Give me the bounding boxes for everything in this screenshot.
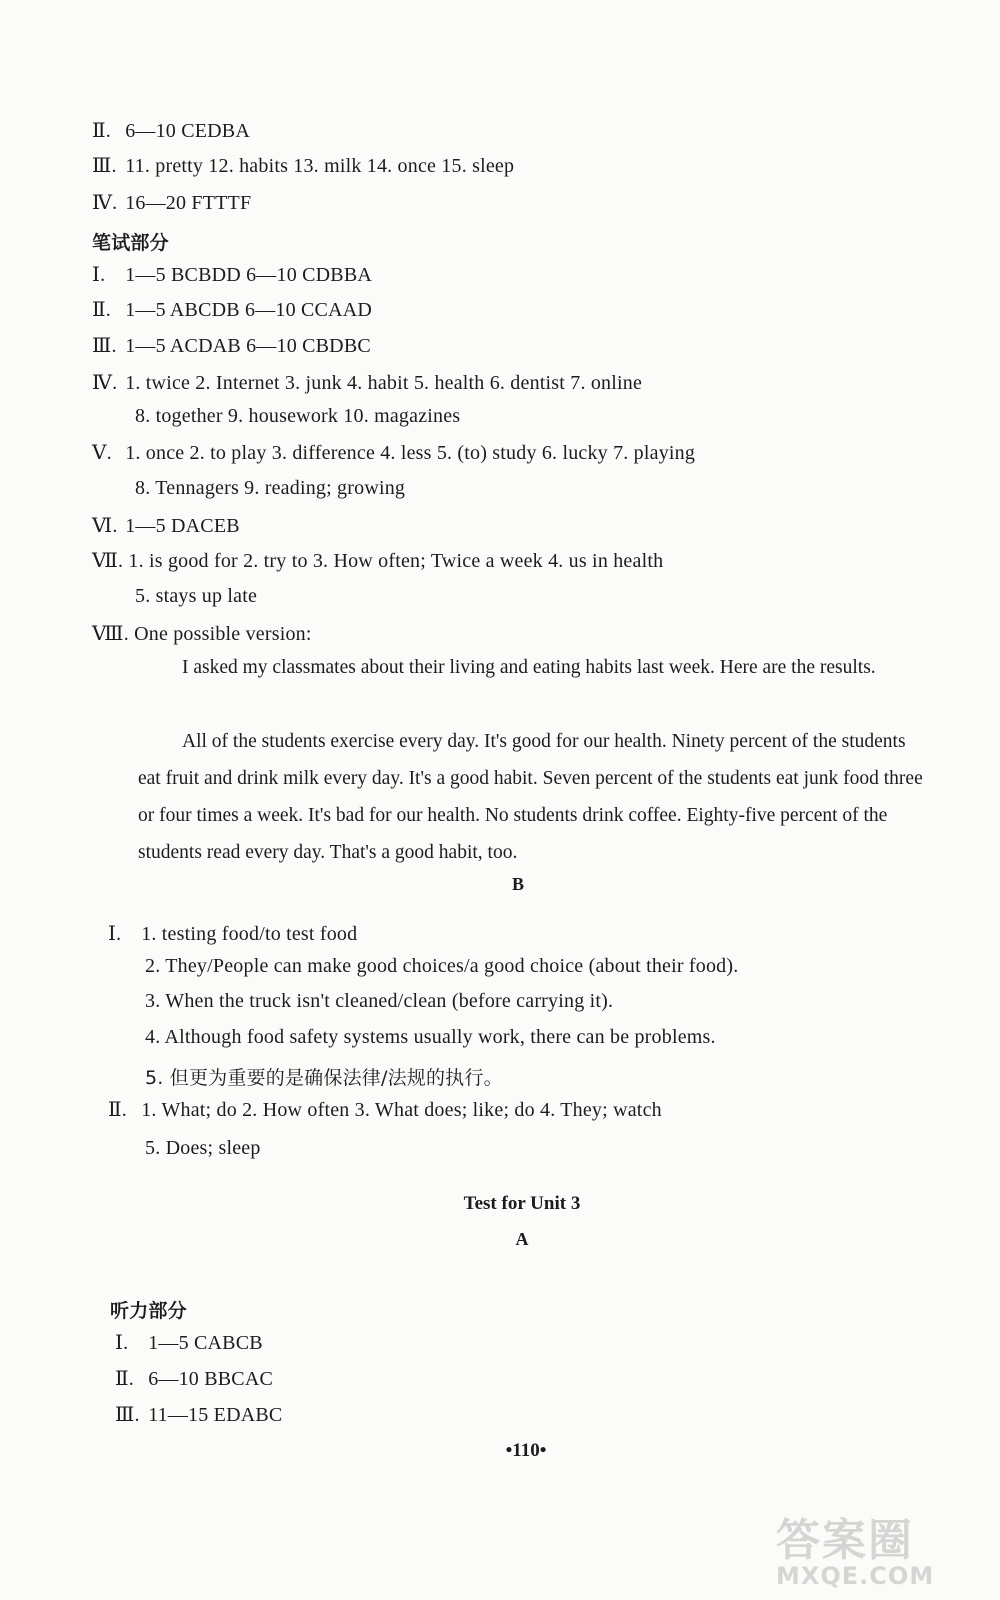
- answer-text: 1—5 ABCDB 6—10 CCAAD: [120, 299, 373, 321]
- line-iv-written-cont: 8. together 9. housework 10. magazines: [135, 405, 461, 427]
- line-b-ii: [108, 1097, 662, 1122]
- line-i-written: [92, 262, 372, 287]
- answer-text: 1—5 ACDAB 6—10 CBDBC: [120, 335, 371, 357]
- line-b-i-5: 5. 但更为重要的是确保法律/法规的执行。: [145, 1067, 503, 1089]
- section-numeral: Ⅰ.: [115, 1332, 129, 1354]
- section-numeral: Ⅱ.: [108, 1099, 127, 1121]
- line-t-i: [115, 1330, 263, 1355]
- answer-text: 1. once 2. to play 3. difference 4. less 5. (to) study 6. lucky 7. playing: [120, 442, 696, 464]
- line-b-i: [108, 921, 357, 946]
- answer-text: 11. pretty 12. habits 13. milk 14. once 15. sleep: [120, 155, 515, 177]
- line-ii-listening: [92, 118, 250, 143]
- answer-text: 16—20 FTTTF: [120, 192, 252, 214]
- watermark-top: 答案圈: [776, 1515, 914, 1566]
- line-t-ii: [115, 1366, 273, 1391]
- answer-text: 6—10 BBCAC: [143, 1368, 274, 1390]
- line-iii-written: [92, 333, 371, 358]
- section-a-heading: A: [515, 1229, 529, 1249]
- line-iv-written: [92, 370, 642, 395]
- answer-text: 1—5 CABCB: [143, 1332, 263, 1354]
- heading-written-section: 笔试部分: [92, 232, 169, 254]
- line-b-i-4: 4. Although food safety systems usually work, there can be problems.: [145, 1026, 716, 1048]
- section-numeral: Ⅳ.: [92, 372, 118, 394]
- essay-paragraph-1: I asked my classmates about their living and eating habits last week. Here are the results.: [182, 657, 876, 678]
- section-numeral: Ⅴ.: [92, 442, 112, 464]
- answer-text: One possible version:: [128, 623, 312, 645]
- test-title: Test for Unit 3: [463, 1193, 581, 1214]
- answer-text: 1. twice 2. Internet 3. junk 4. habit 5. health 6. dentist 7. online: [120, 372, 643, 394]
- section-b-heading: B: [511, 874, 524, 894]
- section-numeral: Ⅲ.: [115, 1404, 140, 1426]
- section-numeral: Ⅱ.: [115, 1368, 134, 1390]
- answer-text: 1. What; do 2. How often 3. What does; like; do 4. They; watch: [136, 1099, 662, 1121]
- answer-text: 1. is good for 2. try to 3. How often; Twice a week 4. us in health: [123, 550, 664, 572]
- answer-text: 1—5 DACEB: [120, 515, 240, 537]
- section-numeral: Ⅰ.: [92, 264, 106, 286]
- page-number: •110•: [505, 1440, 547, 1461]
- answer-text: 6—10 CEDBA: [120, 120, 250, 142]
- section-numeral: Ⅳ.: [92, 192, 118, 214]
- line-viii-written: [92, 621, 312, 646]
- line-v-written-cont: 8. Tennagers 9. reading; growing: [135, 477, 406, 499]
- section-numeral: Ⅲ.: [92, 335, 117, 357]
- line-t-iii: [115, 1402, 282, 1427]
- line-b-i-2: 2. They/People can make good choices/a good choice (about their food).: [145, 955, 739, 977]
- section-numeral: Ⅲ.: [92, 155, 117, 177]
- line-b-ii-cont: 5. Does; sleep: [145, 1137, 261, 1159]
- section-numeral: Ⅱ.: [92, 120, 111, 142]
- heading-listening-section: 听力部分: [110, 1300, 187, 1322]
- answer-text: 11—15 EDABC: [143, 1404, 283, 1426]
- line-b-i-3: 3. When the truck isn't cleaned/clean (before carrying it).: [145, 990, 614, 1012]
- section-numeral: Ⅷ.: [92, 623, 129, 645]
- line-vii-written-cont: 5. stays up late: [135, 585, 258, 607]
- line-vii-written: [92, 548, 663, 573]
- answer-text: 1—5 BCBDD 6—10 CDBBA: [120, 264, 373, 286]
- line-iii-listening: [92, 153, 514, 178]
- line-iv-listening: [92, 190, 251, 215]
- section-numeral: Ⅰ.: [108, 923, 122, 945]
- section-numeral: Ⅶ.: [92, 550, 124, 572]
- section-numeral: Ⅱ.: [92, 299, 111, 321]
- essay-paragraph-2: All of the students exercise every day. It's good for our health. Ninety percent of the students eat fruit and drink milk every day. It's a good habit. Seven percent of the students eat junk food three or four times a week. It's bad for our health. No students drink coffee. Eighty-five percent of the students read every day. That's a good habit, too.: [138, 731, 923, 863]
- line-vi-written: [92, 513, 240, 538]
- watermark-logo: [776, 1504, 966, 1594]
- answer-text: 1. testing food/to test food: [136, 923, 358, 945]
- watermark-bottom: MXQE.COM: [776, 1562, 935, 1590]
- section-numeral: Ⅵ.: [92, 515, 118, 537]
- line-ii-written: [92, 297, 372, 322]
- line-v-written: [92, 440, 695, 465]
